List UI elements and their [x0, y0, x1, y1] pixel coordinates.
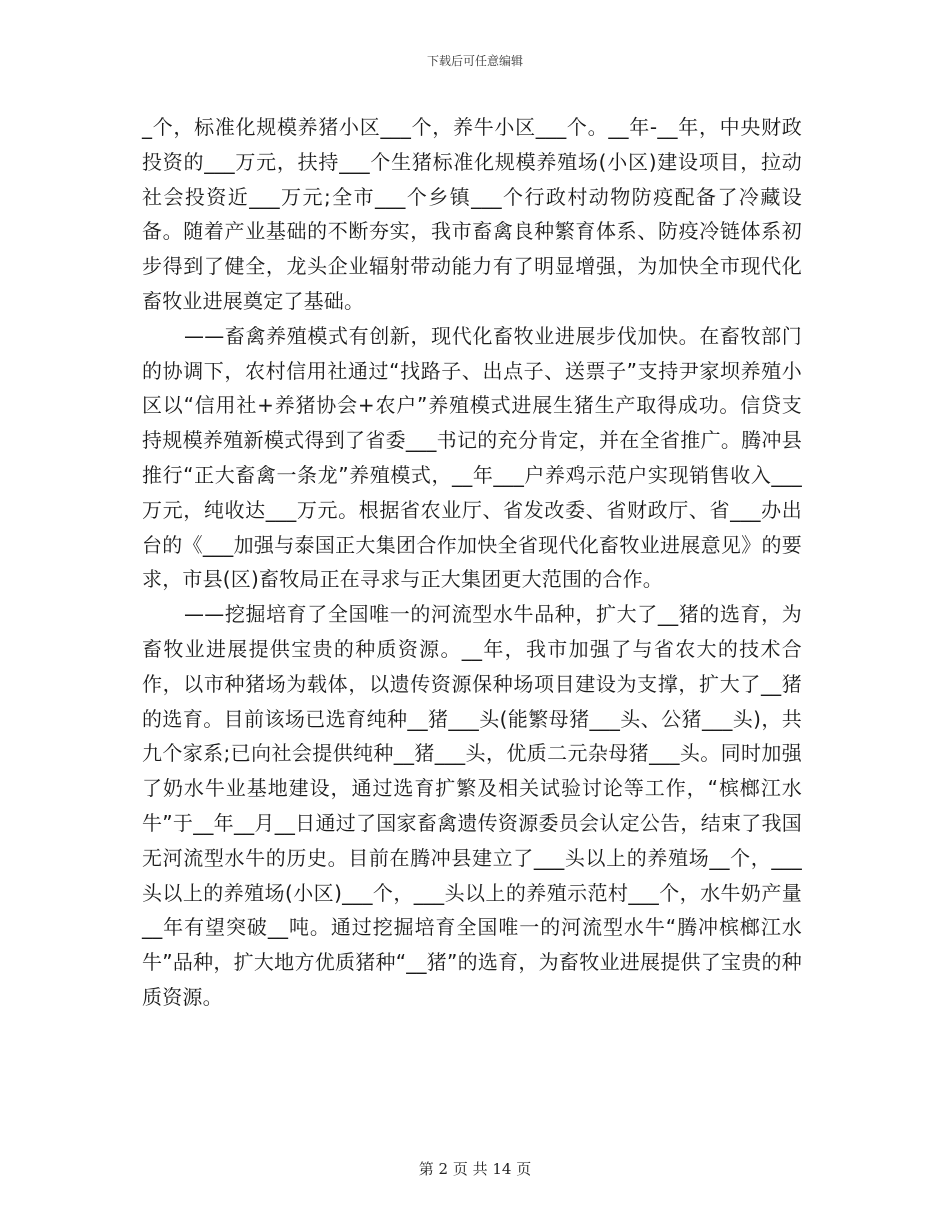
paragraph-2: ——畜禽养殖模式有创新，现代化畜牧业进展步伐加快。在畜牧部门的协调下，农村信用社通过“找路子、出点子、送票子”支持尹家坝养殖小区以“信用社+养猪协会+农户”养殖模式进展生猪生产取得成功。信贷支持规模养殖新模式得到了省委___书记的充分肯定，并在全省推广。腾冲县推行“正大畜禽一条龙”养殖模式，__年___户养鸡示范户实现销售收入___万元，纯收达___万元。根据省农业厅、省发改委、省财政厅、省___办出台的《___加强与泰国正大集团合作加快全省现代化畜牧业进展意见》的要求，市县(区)畜牧局正在寻求与正大集团更大范围的合作。	[142, 323, 802, 592]
document-body	[142, 110, 802, 1015]
paragraph-3: ——挖掘培育了全国唯一的河流型水牛品种，扩大了__猪的选育，为畜牧业进展提供宝贵的种质资源。__年，我市加强了与省农大的技术合作，以市种猪场为载体，以遗传资源保种场项目建设为支撑，扩大了__猪的选育。目前该场已选育纯种__猪___头(能繁母猪___头、公猪___头)，共九个家系;已向社会提供纯种__猪___头，优质二元杂母猪___头。同时加强了奶水牛业基地建设，通过选育扩繁及相关试验讨论等工作，“槟榔江水牛”于__年__月__日通过了国家畜禽遗传资源委员会认定公告，结束了我国无河流型水牛的历史。目前在腾冲县建立了___头以上的养殖场__个，___头以上的养殖场(小区)___个，___头以上的养殖示范村___个，水牛奶产量__年有望突破__吨。通过挖掘培育全国唯一的河流型水牛“腾冲槟榔江水牛”品种，扩大地方优质猪种“__猪”的选育，为畜牧业进展提供了宝贵的种质资源。	[142, 602, 802, 1009]
page-footer: 第 2 页 共 14 页	[418, 1160, 532, 1178]
page-header: 下载后可任意编辑	[426, 54, 523, 68]
paragraph-1: _个，标准化规模养猪小区___个，养牛小区___个。__年-__年，中央财政投资的___万元，扶持___个生猪标准化规模养殖场(小区)建设项目，拉动社会投资近___万元;全市___个乡镇___个行政村动物防疫配备了冷藏设备。随着产业基础的不断夯实，我市畜禽良种繁育体系、防疫冷链体系初步得到了健全，龙头企业辐射带动能力有了明显增强，为加快全市现代化畜牧业进展奠定了基础。	[142, 115, 802, 313]
